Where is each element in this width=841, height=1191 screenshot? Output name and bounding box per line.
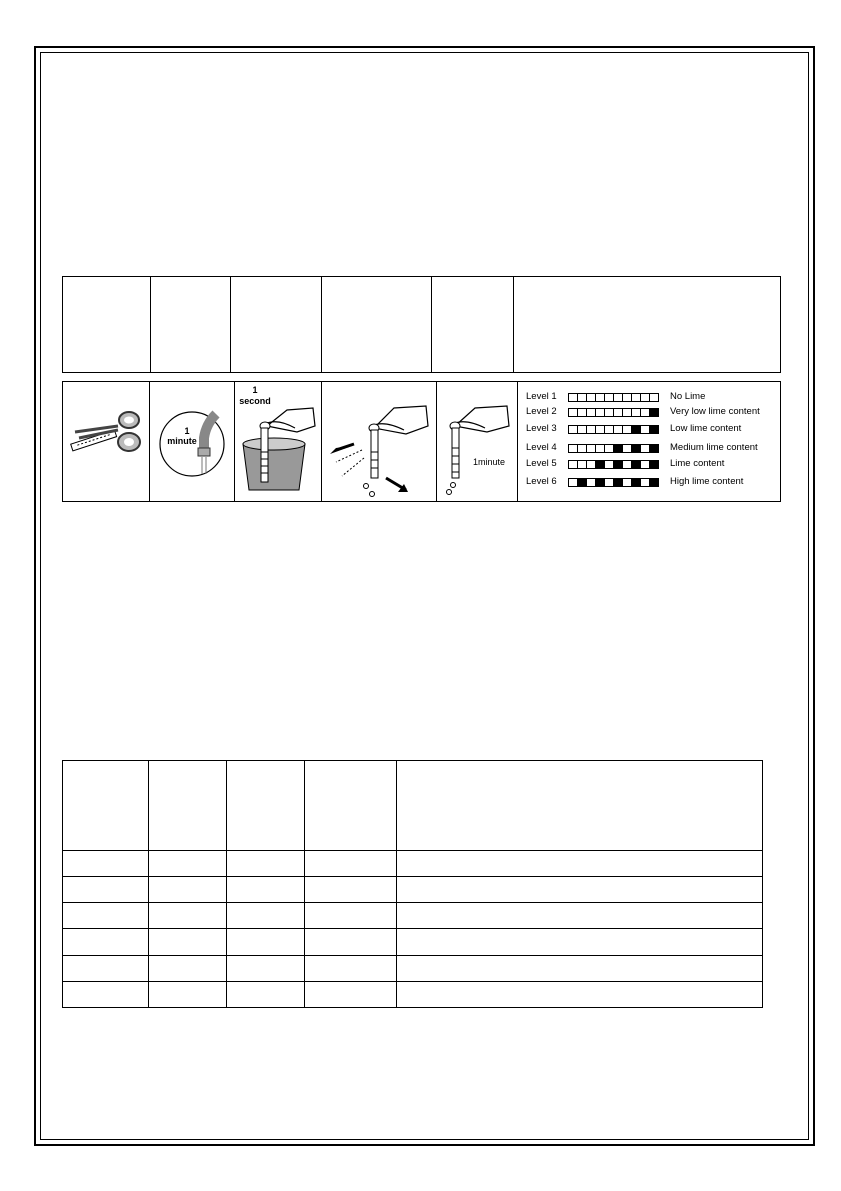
result-header-cell	[305, 761, 397, 851]
result-cell	[149, 850, 227, 876]
instruction-text-table	[62, 276, 781, 373]
second-word: second	[239, 396, 271, 406]
result-cell	[63, 929, 149, 955]
level-pattern	[568, 444, 658, 453]
one-minute-label: 1minute	[472, 457, 506, 467]
result-header-cell	[397, 761, 763, 851]
result-cell	[227, 929, 305, 955]
result-cell	[63, 981, 149, 1007]
result-cell	[397, 955, 763, 981]
scissors-icon	[63, 382, 149, 501]
level-description: Low lime content	[670, 423, 742, 434]
shake-strip-icon	[322, 382, 436, 501]
result-cell	[63, 876, 149, 902]
step-cut-strip	[63, 382, 150, 501]
pattern-square-filled	[649, 408, 659, 417]
result-header-row	[63, 761, 763, 851]
step-run-tap	[150, 382, 235, 501]
result-cell	[149, 876, 227, 902]
text-cell-3	[231, 277, 322, 373]
result-cell	[149, 903, 227, 929]
pattern-square-filled	[649, 425, 659, 434]
result-cell	[227, 850, 305, 876]
level-name: Level 3	[526, 423, 557, 434]
text-cell-6	[514, 277, 781, 373]
level-pattern	[568, 460, 658, 469]
result-cell	[397, 981, 763, 1007]
result-row	[63, 981, 763, 1007]
result-cell	[227, 876, 305, 902]
level-name: Level 2	[526, 406, 557, 417]
result-row	[63, 876, 763, 902]
pictogram-row	[62, 381, 781, 502]
lime-level-chart	[518, 382, 780, 501]
minute-word: minute	[167, 436, 197, 446]
result-cell	[149, 929, 227, 955]
result-row	[63, 850, 763, 876]
level-description: No Lime	[670, 391, 706, 402]
result-cell	[227, 903, 305, 929]
level-pattern	[568, 478, 658, 487]
result-cell	[63, 955, 149, 981]
result-cell	[149, 981, 227, 1007]
result-cell	[227, 955, 305, 981]
pattern-square-filled	[649, 444, 659, 453]
result-cell	[305, 903, 397, 929]
step-shake-strip	[322, 382, 437, 501]
result-cell	[305, 955, 397, 981]
level-pattern	[568, 425, 658, 434]
level-name: Level 4	[526, 442, 557, 453]
wait-strip-icon	[437, 382, 517, 501]
result-cell	[305, 981, 397, 1007]
level-description: Very low lime content	[670, 406, 760, 417]
level-name: Level 5	[526, 458, 557, 469]
result-cell	[227, 981, 305, 1007]
pattern-square-filled	[649, 460, 659, 469]
result-header-cell	[63, 761, 149, 851]
second-number: 1	[252, 385, 258, 395]
text-cell-1	[63, 277, 151, 373]
result-cell	[305, 876, 397, 902]
result-cell	[63, 850, 149, 876]
level-pattern	[568, 408, 658, 417]
step-dip-strip	[235, 382, 322, 501]
level-description: Lime content	[670, 458, 725, 469]
pattern-square-filled	[649, 478, 659, 487]
result-cell	[397, 929, 763, 955]
text-cell-5	[432, 277, 514, 373]
level-description: Medium lime content	[670, 442, 758, 453]
minute-number: 1	[184, 426, 190, 436]
result-row	[63, 955, 763, 981]
result-cell	[397, 876, 763, 902]
result-header-cell	[149, 761, 227, 851]
level-pattern	[568, 393, 658, 402]
result-row	[63, 929, 763, 955]
result-header-cell	[227, 761, 305, 851]
result-cell	[397, 903, 763, 929]
result-row	[63, 903, 763, 929]
result-cell	[305, 850, 397, 876]
level-name: Level 1	[526, 391, 557, 402]
result-cell	[63, 903, 149, 929]
result-cell	[149, 955, 227, 981]
text-cell-2	[151, 277, 231, 373]
result-table	[62, 760, 763, 1008]
step-wait-minute	[437, 382, 518, 501]
pattern-square-empty	[649, 393, 659, 402]
text-cell-4	[322, 277, 432, 373]
level-description: High lime content	[670, 476, 744, 487]
level-name: Level 6	[526, 476, 557, 487]
result-cell	[305, 929, 397, 955]
result-cell	[397, 850, 763, 876]
